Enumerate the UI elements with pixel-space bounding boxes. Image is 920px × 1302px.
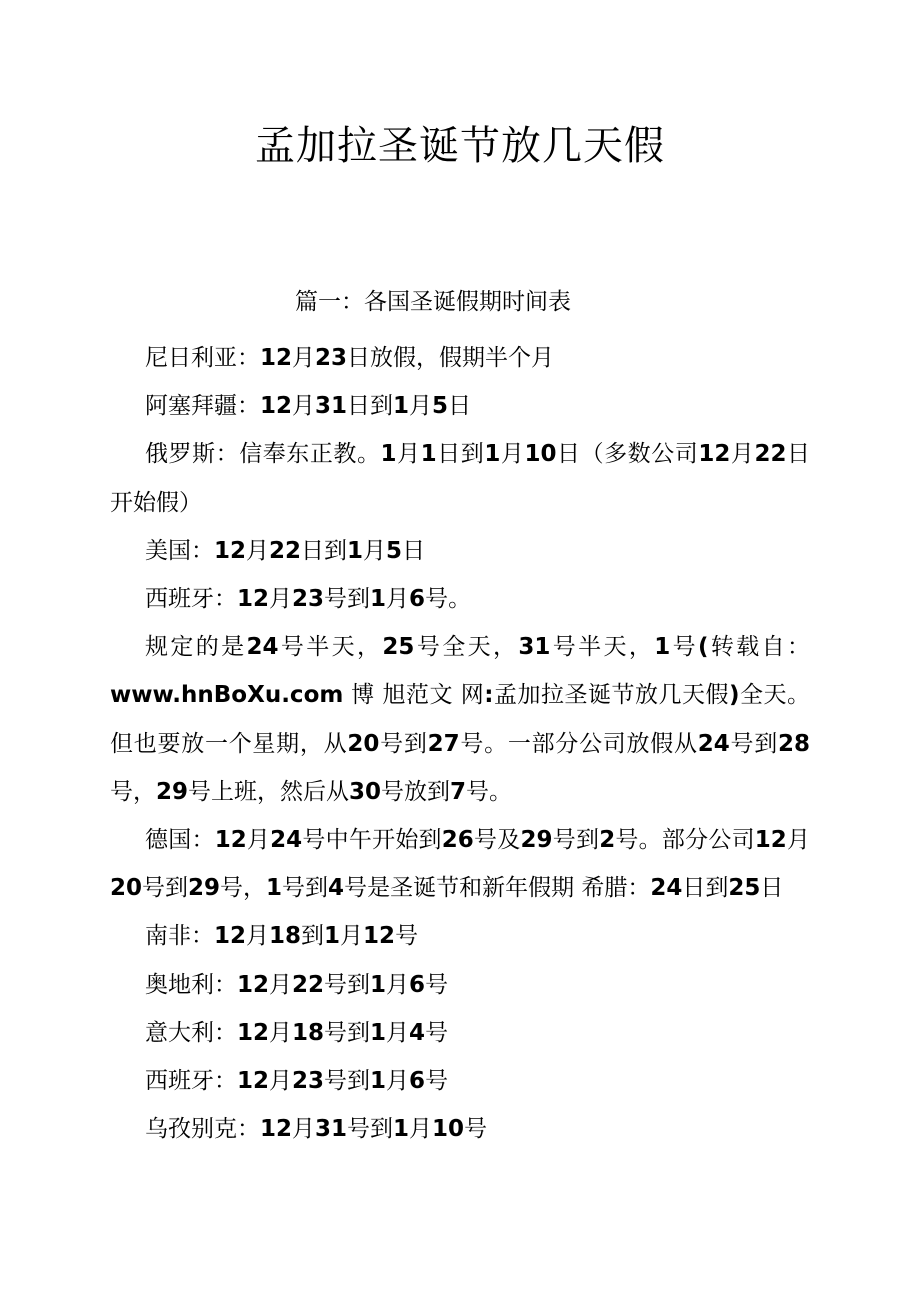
paragraph-azerbaijan: 阿塞拜疆：12月31日到1月5日 [145, 393, 472, 420]
paragraph-south-africa: 南非：12月18到1月12号 [145, 923, 419, 950]
page-title: 孟加拉圣诞节放几天假 [255, 123, 665, 169]
paragraph-spain: 西班牙：12月23号到1月6号。 [145, 586, 472, 613]
paragraph-usa: 美国：12月22日到1月5日 [145, 537, 426, 564]
paragraph-germany-greece: 德国：12月24号中午开始到26号及29号到2号。部分公司12月20号到29号，1号到4号是圣诞节和新年假期 希腊：24日到25日 [110, 827, 811, 902]
paragraph-russia: 俄罗斯：信奉东正教。1月1日到1月10日（多数公司12月22日开始假） [110, 441, 811, 516]
body-text [110, 334, 810, 1153]
paragraph-austria: 奥地利：12月22号到1月6号 [145, 971, 449, 998]
paragraph-uzbekistan: 乌孜别克：12月31号到1月10号 [145, 1116, 488, 1143]
paragraph-spain-repeat: 西班牙：12月23号到1月6号 [145, 1068, 449, 1095]
paragraph-spain-details: 规定的是24号半天，25号全天，31号半天，1号(转载自：www.hnBoXu.com 博 旭范文 网:孟加拉圣诞节放几天假)全天。但也要放一个星期，从20号到27号。一部分公司放假从24号到28号，29号上班，然后从30号放到7号。 [110, 634, 811, 805]
paragraph-nigeria: 尼日利亚：12月23日放假，假期半个月 [145, 345, 555, 371]
paragraph-italy: 意大利：12月18号到1月4号 [145, 1019, 449, 1046]
section-subtitle: 篇一：各国圣诞假期时间表 [295, 289, 571, 315]
